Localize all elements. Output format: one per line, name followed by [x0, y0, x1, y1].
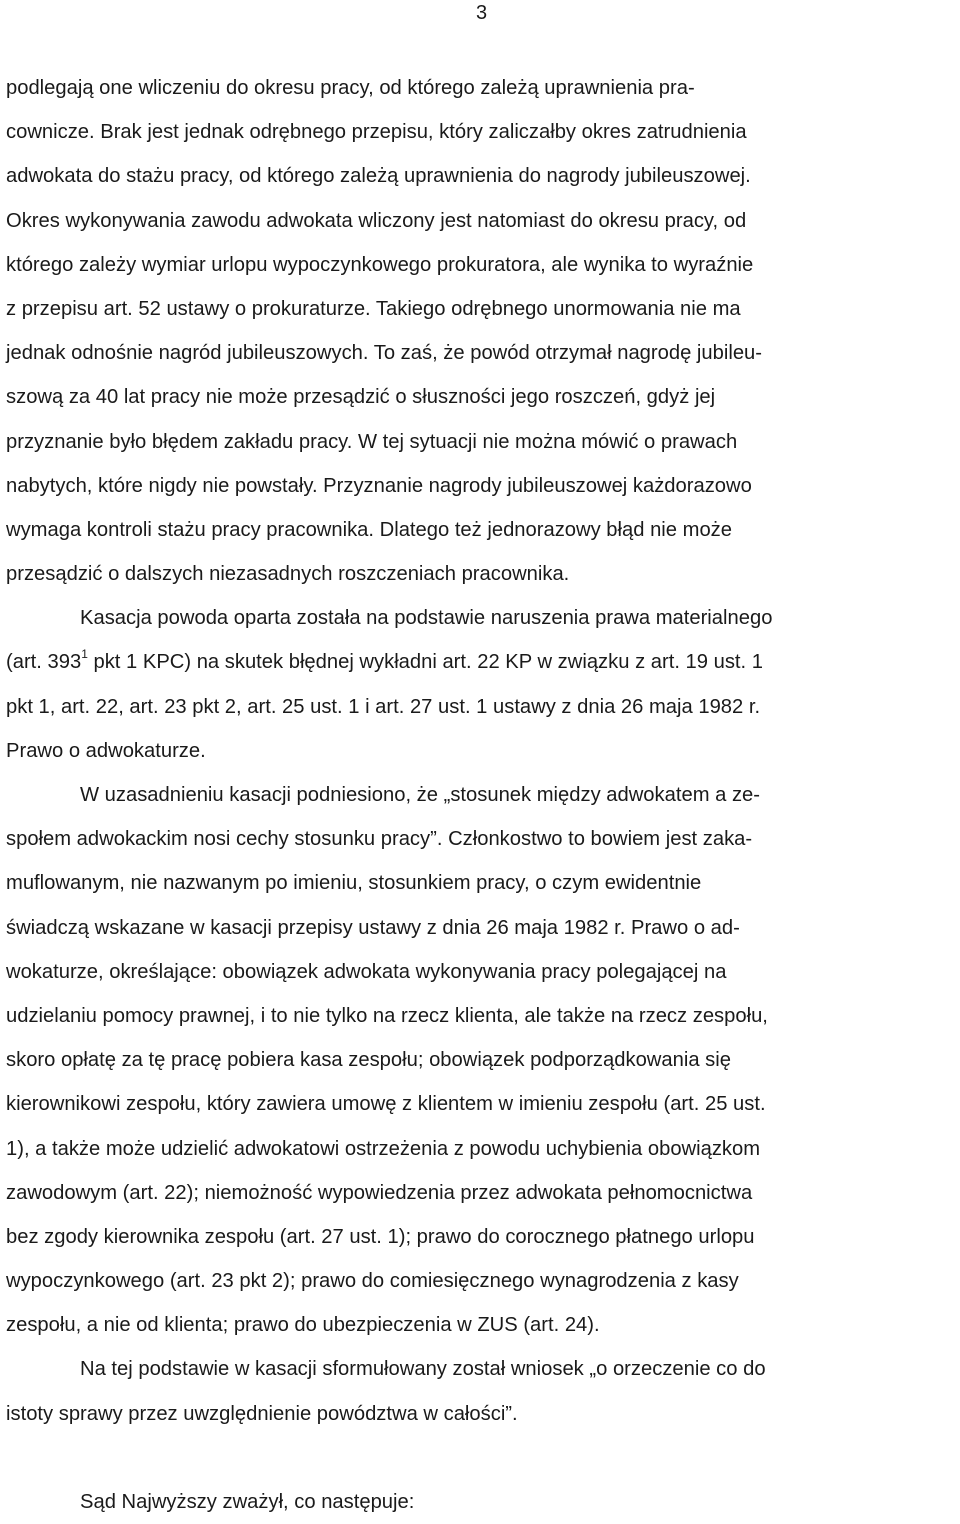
- cassation-paragraph-line: pkt 1, art. 22, art. 23 pkt 2, art. 25 ust. 1 i art. 27 ust. 1 ustawy z dnia 26 maja 1982 r.: [6, 695, 761, 718]
- justification-paragraph-line: skoro opłatę za tę pracę pobiera kasa zespołu; obowiązek podporządkowania się: [6, 1049, 731, 1072]
- justification-paragraph-line: 1), a także może udzielić adwokatowi ostrzeżenia z powodu uchybienia obowiązkom: [6, 1137, 761, 1160]
- cassation-paragraph-line: Prawo o adwokaturze.: [6, 739, 206, 762]
- text-line: którego zależy wymiar urlopu wypoczynkowego prokuratora, ale wynika to wyraźnie: [6, 253, 754, 276]
- article-ref: (art. 393: [6, 651, 82, 674]
- motion-paragraph-line: istoty sprawy przez uwzględnienie powództwa w całości”.: [6, 1402, 518, 1425]
- text-line: jednak odnośnie nagród jubileuszowych. To zaś, że powód otrzymał nagrodę jubileu-: [6, 342, 762, 365]
- justification-paragraph-line: muflowanym, nie nazwanym po imieniu, stosunkiem pracy, o czym ewidentnie: [6, 872, 702, 895]
- text-line: Okres wykonywania zawodu adwokata wliczony jest natomiast do okresu pracy, od: [6, 209, 747, 232]
- cassation-paragraph-line: Kasacja powoda oparta została na podstawie naruszenia prawa materialnego: [80, 607, 773, 630]
- text-line: szową za 40 lat pracy nie może przesądzić o słuszności jego roszczeń, gdyż jej: [6, 386, 716, 409]
- text-line: adwokata do stażu pracy, od którego zależą uprawnienia do nagrody jubileuszowej.: [6, 165, 751, 188]
- justification-paragraph-line: wokaturze, określające: obowiązek adwokata wykonywania pracy polegającej na: [6, 960, 727, 983]
- text-line: nabytych, które nigdy nie powstały. Przyznanie nagrody jubileuszowej każdorazowo: [6, 474, 752, 497]
- justification-paragraph-line: zawodowym (art. 22); niemożność wypowiedzenia przez adwokata pełnomocnictwa: [6, 1181, 753, 1204]
- justification-paragraph-line: zespołu, a nie od klienta; prawo do ubezpieczenia w ZUS (art. 24).: [6, 1314, 600, 1337]
- justification-paragraph-line: społem adwokackim nosi cechy stosunku pracy”. Członkostwo to bowiem jest zaka-: [6, 828, 753, 851]
- document-body: [6, 66, 956, 1524]
- superscript: 1: [81, 646, 88, 661]
- justification-paragraph-line: kierownikowi zespołu, który zawiera umowę z klientem w imieniu zespołu (art. 25 ust.: [6, 1093, 766, 1116]
- text-line: przesądzić o dalszych niezasadnych roszczeniach pracownika.: [6, 563, 570, 586]
- text-line: cownicze. Brak jest jednak odrębnego przepisu, który zaliczałby okres zatrudnienia: [6, 121, 747, 144]
- page-number: 3: [476, 2, 488, 24]
- motion-paragraph-line: Na tej podstawie w kasacji sformułowany został wniosek „o orzeczenie co do: [80, 1358, 766, 1381]
- cassation-paragraph-line: [6, 640, 956, 684]
- justification-paragraph-line: wypoczynkowego (art. 23 pkt 2); prawo do comiesięcznego wynagrodzenia z kasy: [6, 1270, 739, 1293]
- text-line: z przepisu art. 52 ustawy o prokuraturze. Takiego odrębnego unormowania nie ma: [6, 297, 741, 320]
- justification-paragraph-line: W uzasadnieniu kasacji podniesiono, że „stosunek między adwokatem a ze-: [80, 784, 760, 806]
- text-line: wymaga kontroli stażu pracy pracownika. Dlatego też jednorazowy błąd nie może: [6, 518, 732, 541]
- spacer: [6, 1436, 956, 1480]
- justification-paragraph-line: świadczą wskazane w kasacji przepisy ustawy z dnia 26 maja 1982 r. Prawo o ad-: [6, 916, 740, 939]
- article-ref-continued: pkt 1 KPC) na skutek błędnej wykładni art. 22 KP w związku z art. 19 ust. 1: [87, 651, 763, 674]
- justification-paragraph-line: bez zgody kierownika zespołu (art. 27 ust. 1); prawo do corocznego płatnego urlopu: [6, 1225, 755, 1248]
- section-heading: Sąd Najwyższy zważył, co następuje:: [80, 1490, 415, 1513]
- text-line: podlegają one wliczeniu do okresu pracy, od którego zależą uprawnienia pra-: [6, 77, 695, 99]
- justification-paragraph-line: udzielaniu pomocy prawnej, i to nie tylko na rzecz klienta, ale także na rzecz zespołu,: [6, 1004, 768, 1027]
- text-line: przyznanie było błędem zakładu pracy. W tej sytuacji nie można mówić o prawach: [6, 430, 738, 453]
